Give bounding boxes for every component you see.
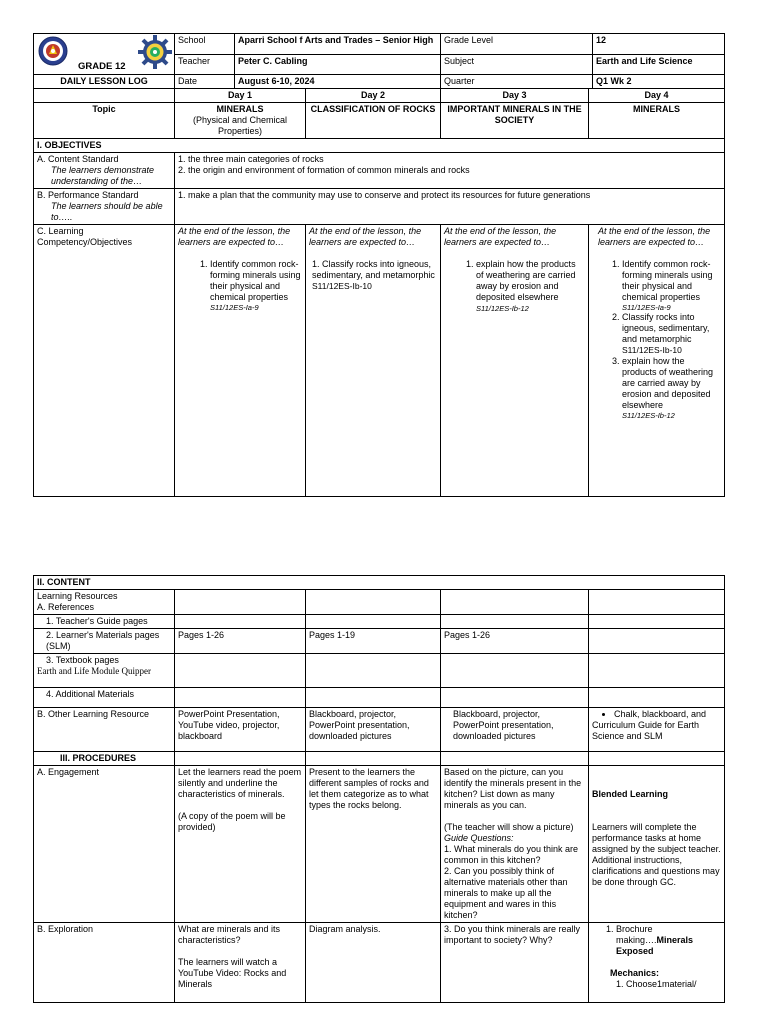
engagement-day-3 bbox=[441, 766, 589, 923]
exploration-label: B. Exploration bbox=[34, 923, 175, 1003]
teacher-label: Teacher bbox=[175, 54, 235, 75]
competency-day-4-code-3: S11/12ES-Ib-12 bbox=[622, 411, 675, 420]
date-value: August 6-10, 2024 bbox=[235, 75, 441, 89]
competency-day-1-item: 1. Identify common rock-forming minerals using their physical and chemical properties S11/12ES-Ia-9 bbox=[210, 259, 302, 312]
lm-pages-day-2: Pages 1-19 bbox=[306, 629, 441, 654]
exploration-day-2: Diagram analysis. bbox=[306, 923, 441, 1003]
content-section-title: II. CONTENT bbox=[34, 576, 725, 590]
objectives-section-title: I. OBJECTIVES bbox=[34, 139, 725, 153]
engagement-day-3-text: Based on the picture, can you identify the minerals present in the kitchen? List down as many minerals as you can. bbox=[444, 767, 582, 810]
quarter-label: Quarter bbox=[441, 75, 593, 89]
performance-standard-value: 1. make a plan that the community may use to conserve and protect its resources for future generations bbox=[175, 189, 725, 225]
engagement-day-3-note: (The teacher will show a picture) bbox=[444, 822, 574, 832]
school-label: School bbox=[175, 34, 235, 55]
competency-day-3 bbox=[441, 225, 589, 497]
content-standard-subtext: The learners demonstrate understanding of the… bbox=[51, 165, 155, 186]
topic-day-4: MINERALS bbox=[589, 103, 725, 139]
performance-standard-subtext: The learners should be able to….. bbox=[51, 201, 163, 222]
content-procedures-table bbox=[33, 575, 724, 1003]
date-label: Date bbox=[175, 75, 235, 89]
competency-day-3-intro: At the end of the lesson, the learners are expected to… bbox=[444, 226, 557, 247]
exploration-day-1 bbox=[175, 923, 306, 1003]
engagement-day-1 bbox=[175, 766, 306, 923]
content-standard-item-2: 2. the origin and environment of formation of common minerals and rocks bbox=[178, 165, 470, 175]
topic-day-1 bbox=[175, 103, 306, 139]
olr-day-4-text: Curriculum Guide for Earth Science and SLM bbox=[592, 720, 700, 741]
quarter-value: Q1 Wk 2 bbox=[593, 75, 725, 89]
competency-day-1-intro: At the end of the lesson, the learners are expected to… bbox=[178, 226, 291, 247]
topic-day-3: IMPORTANT MINERALS IN THE SOCIETY bbox=[441, 103, 589, 139]
mechanics-item-1: 1. Choose1material/ bbox=[616, 979, 697, 989]
references-heading: A. References bbox=[37, 602, 95, 612]
teachers-guide-label: 1. Teacher's Guide pages bbox=[34, 615, 175, 629]
competency-day-4-code-2: S11/12ES-Ib-10 bbox=[622, 345, 682, 355]
competency-day-4-intro: At the end of the lesson, the learners are expected to… bbox=[598, 226, 711, 247]
content-standard-value bbox=[175, 153, 725, 189]
learning-resources-heading: Learning Resources bbox=[37, 591, 118, 601]
blended-learning-text: Learners will complete the performance tasks at home assigned by the subject teacher. Additional instructions, clarifications and questions may be done through GC. bbox=[592, 822, 721, 887]
lm-pages-day-3: Pages 1-26 bbox=[441, 629, 589, 654]
engagement-label: A. Engagement bbox=[34, 766, 175, 923]
content-standard-label bbox=[34, 153, 175, 189]
day-1-header: Day 1 bbox=[175, 89, 306, 103]
day-3-header: Day 3 bbox=[441, 89, 589, 103]
competency-day-1 bbox=[175, 225, 306, 497]
school-gear-logo-icon bbox=[138, 35, 172, 69]
topic-day-2: CLASSIFICATION OF ROCKS bbox=[306, 103, 441, 139]
competency-day-2-code: S11/12ES-Ib-10 bbox=[312, 281, 372, 291]
competency-day-3-code: S11/12ES-Ib-12 bbox=[476, 304, 529, 313]
subject-label: Subject bbox=[441, 54, 593, 75]
learners-materials-label: 2. Learner's Materials pages (SLM) bbox=[34, 629, 175, 654]
procedures-section-title: III. PROCEDURES bbox=[34, 752, 175, 766]
learning-competency-label: C. Learning Competency/Objectives bbox=[34, 225, 175, 497]
textbook-pages-heading: 3. Textbook pages bbox=[46, 655, 119, 665]
header-logo-cell bbox=[34, 34, 175, 75]
exploration-day-1-text: The learners will watch a YouTube Video: Rocks and Minerals bbox=[178, 957, 287, 989]
performance-standard-heading: B. Performance Standard bbox=[37, 190, 139, 200]
engagement-day-1-text: Let the learners read the poem silently and underline the characteristics of minerals. bbox=[178, 767, 302, 799]
competency-day-2-intro: At the end of the lesson, the learners are expected to… bbox=[309, 226, 422, 247]
objectives-table bbox=[33, 88, 725, 497]
guide-question-1: 1. What minerals do you think are common in this kitchen? bbox=[444, 844, 579, 865]
subject-value: Earth and Life Science bbox=[593, 54, 725, 75]
olr-day-2: Blackboard, projector, PowerPoint presentation, downloaded pictures bbox=[306, 708, 441, 752]
engagement-day-4 bbox=[589, 766, 725, 923]
exploration-day-3 bbox=[441, 923, 589, 1003]
deped-seal-icon bbox=[38, 36, 68, 66]
textbook-name: Earth and Life Module Quipper bbox=[37, 666, 151, 676]
engagement-day-2: Present to the learners the different samples of rocks and let them categorize as to what types the rocks belong. bbox=[306, 766, 441, 923]
topic-day-1-subtitle: (Physical and Chemical Properties) bbox=[192, 115, 288, 136]
grade-label: GRADE 12 bbox=[78, 61, 126, 72]
competency-day-4 bbox=[589, 225, 725, 497]
daily-lesson-log-title: DAILY LESSON LOG bbox=[34, 75, 175, 89]
engagement-day-1-note: (A copy of the poem will be provided) bbox=[178, 811, 286, 832]
day-2-header: Day 2 bbox=[306, 89, 441, 103]
guide-questions-heading: Guide Questions: bbox=[444, 833, 514, 843]
lm-pages-day-1: Pages 1-26 bbox=[175, 629, 306, 654]
content-standard-item-1: 1. the three main categories of rocks bbox=[178, 154, 324, 164]
other-learning-resource-label: B. Other Learning Resource bbox=[34, 708, 175, 752]
school-value: Aparri School f Arts and Trades – Senior High bbox=[235, 34, 441, 55]
teacher-value: Peter C. Cabling bbox=[235, 54, 441, 75]
exploration-day-4-item: 1. Brochure making….Minerals Exposed bbox=[616, 924, 721, 957]
mechanics-heading: Mechanics: bbox=[610, 968, 660, 978]
olr-day-3: Blackboard, projector, PowerPoint presentation, downloaded pictures bbox=[441, 708, 589, 752]
textbook-pages-label bbox=[34, 654, 175, 688]
competency-day-3-item: 1. explain how the products of weathering are carried away by erosion and deposited elsewhere S11/12ES-Ib-12 bbox=[476, 259, 585, 314]
competency-day-4-code-1: S11/12ES-Ia-9 bbox=[622, 303, 671, 312]
exploration-day-4 bbox=[589, 923, 725, 1003]
content-standard-heading: A. Content Standard bbox=[37, 154, 119, 164]
topic-day-1-title: MINERALS bbox=[216, 104, 264, 114]
olr-day-4 bbox=[589, 708, 725, 752]
grade-level-label: Grade Level bbox=[441, 34, 593, 55]
competency-day-4-item-2: 2. Classify rocks into igneous, sedimentary, and metamorphic S11/12ES-Ib-10 bbox=[622, 312, 721, 356]
guide-question-2: 2. Can you possibly think of alternative materials other than minerals to make up all the equipment and wares in this kitchen? bbox=[444, 866, 568, 920]
exploration-day-1-question: What are minerals and its characteristics? bbox=[178, 924, 281, 945]
performance-standard-label bbox=[34, 189, 175, 225]
competency-day-4-item-3: 3. explain how the products of weathering are carried away by erosion and deposited elsewhere S11/12ES-Ib-12 bbox=[622, 356, 721, 420]
brochure-title: Minerals Exposed bbox=[616, 935, 694, 956]
guide-question-3: 3. Do you think minerals are really important to society? Why? bbox=[444, 924, 581, 945]
lesson-log-header-table bbox=[33, 33, 724, 497]
olr-day-4-bullet: • Chalk, blackboard, and bbox=[614, 709, 721, 720]
day-4-header: Day 4 bbox=[589, 89, 725, 103]
olr-day-1: PowerPoint Presentation, YouTube video, projector, blackboard bbox=[175, 708, 306, 752]
learning-resources-label bbox=[34, 590, 175, 615]
competency-day-2-item: 1. Classify rocks into igneous, sedimentary, and metamorphic S11/12ES-Ib-10 bbox=[312, 259, 435, 291]
blended-learning-heading: Blended Learning bbox=[592, 789, 669, 799]
topic-label: Topic bbox=[34, 103, 175, 139]
competency-day-1-code: S11/12ES-Ia-9 bbox=[210, 303, 259, 312]
grade-level-value: 12 bbox=[593, 34, 725, 55]
competency-day-2 bbox=[306, 225, 441, 497]
additional-materials-label: 4. Additional Materials bbox=[34, 688, 175, 708]
competency-day-4-item-1: 1. Identify common rock-forming minerals using their physical and chemical properties S11/12ES-Ia-9 bbox=[622, 259, 721, 312]
